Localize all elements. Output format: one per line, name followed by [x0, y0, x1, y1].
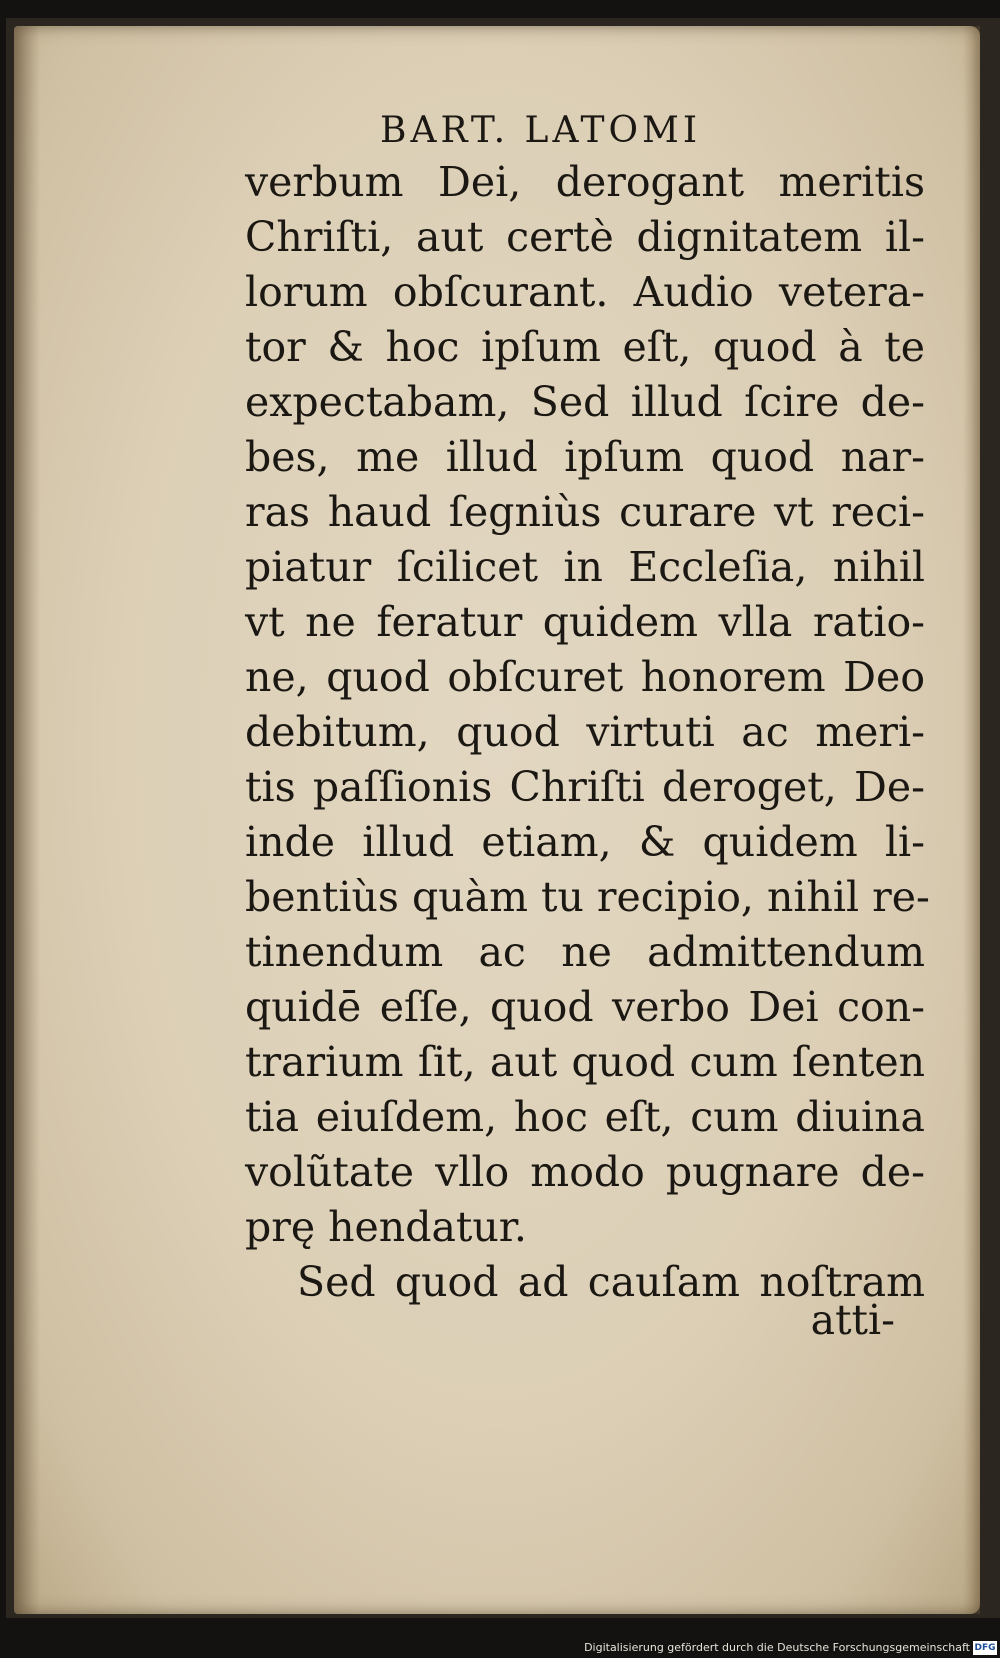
text-line: tinendum ac ne admittendum: [245, 928, 925, 976]
text-line: prę hendatur.: [245, 1203, 527, 1251]
text-line: ras haud ſegniùs curare vt reci-: [245, 488, 925, 536]
text-line: expectabam, Sed illud ſcire de-: [245, 378, 925, 426]
text-line: volũtate vllo modo pugnare de-: [245, 1148, 925, 1196]
text-line: tor & hoc ipſum eſt, quod à te: [245, 323, 925, 371]
text-line: tia eiuſdem, hoc eſt, cum diuina: [245, 1093, 925, 1141]
running-head: BART. LATOMI: [380, 110, 702, 151]
text-line: verbum Dei, derogant meritis: [245, 158, 925, 206]
page-gutter-shadow: [14, 26, 40, 1614]
page-fold-shadow: [962, 26, 980, 1614]
catchword: atti-: [810, 1296, 895, 1344]
text-line: bentiùs quàm tu recipio, nihil re-: [245, 873, 930, 921]
dfg-logo: DFG: [974, 1643, 996, 1653]
text-line: lorum obſcurant. Audio vetera-: [245, 268, 925, 316]
text-line: bes, me illud ipſum quod nar-: [245, 433, 925, 481]
paragraph-start: Sed quod ad cauſam noſtram: [297, 1258, 925, 1306]
body-text: [245, 155, 930, 1310]
text-line: vt ne feratur quidem vlla ratio-: [245, 598, 925, 646]
text-line: tis paſſionis Chriſti deroget, De-: [245, 763, 925, 811]
text-line: inde illud etiam, & quidem li-: [245, 818, 925, 866]
text-line: ne, quod obſcuret honorem Deo: [245, 653, 925, 701]
text-line: Chriſti, aut certè dignitatem il-: [245, 213, 925, 261]
text-line: quidē eſſe, quod verbo Dei con-: [245, 983, 925, 1031]
text-line: trarium ſit, aut quod cum ſenten: [245, 1038, 925, 1086]
text-line: debitum, quod virtuti ac meri-: [245, 708, 925, 756]
text-line: piatur ſcilicet in Eccleſia, nihil: [245, 543, 925, 591]
digitization-credit: Digitalisierung gefördert durch die Deutsche Forschungsgemeinschaft: [584, 1641, 970, 1654]
